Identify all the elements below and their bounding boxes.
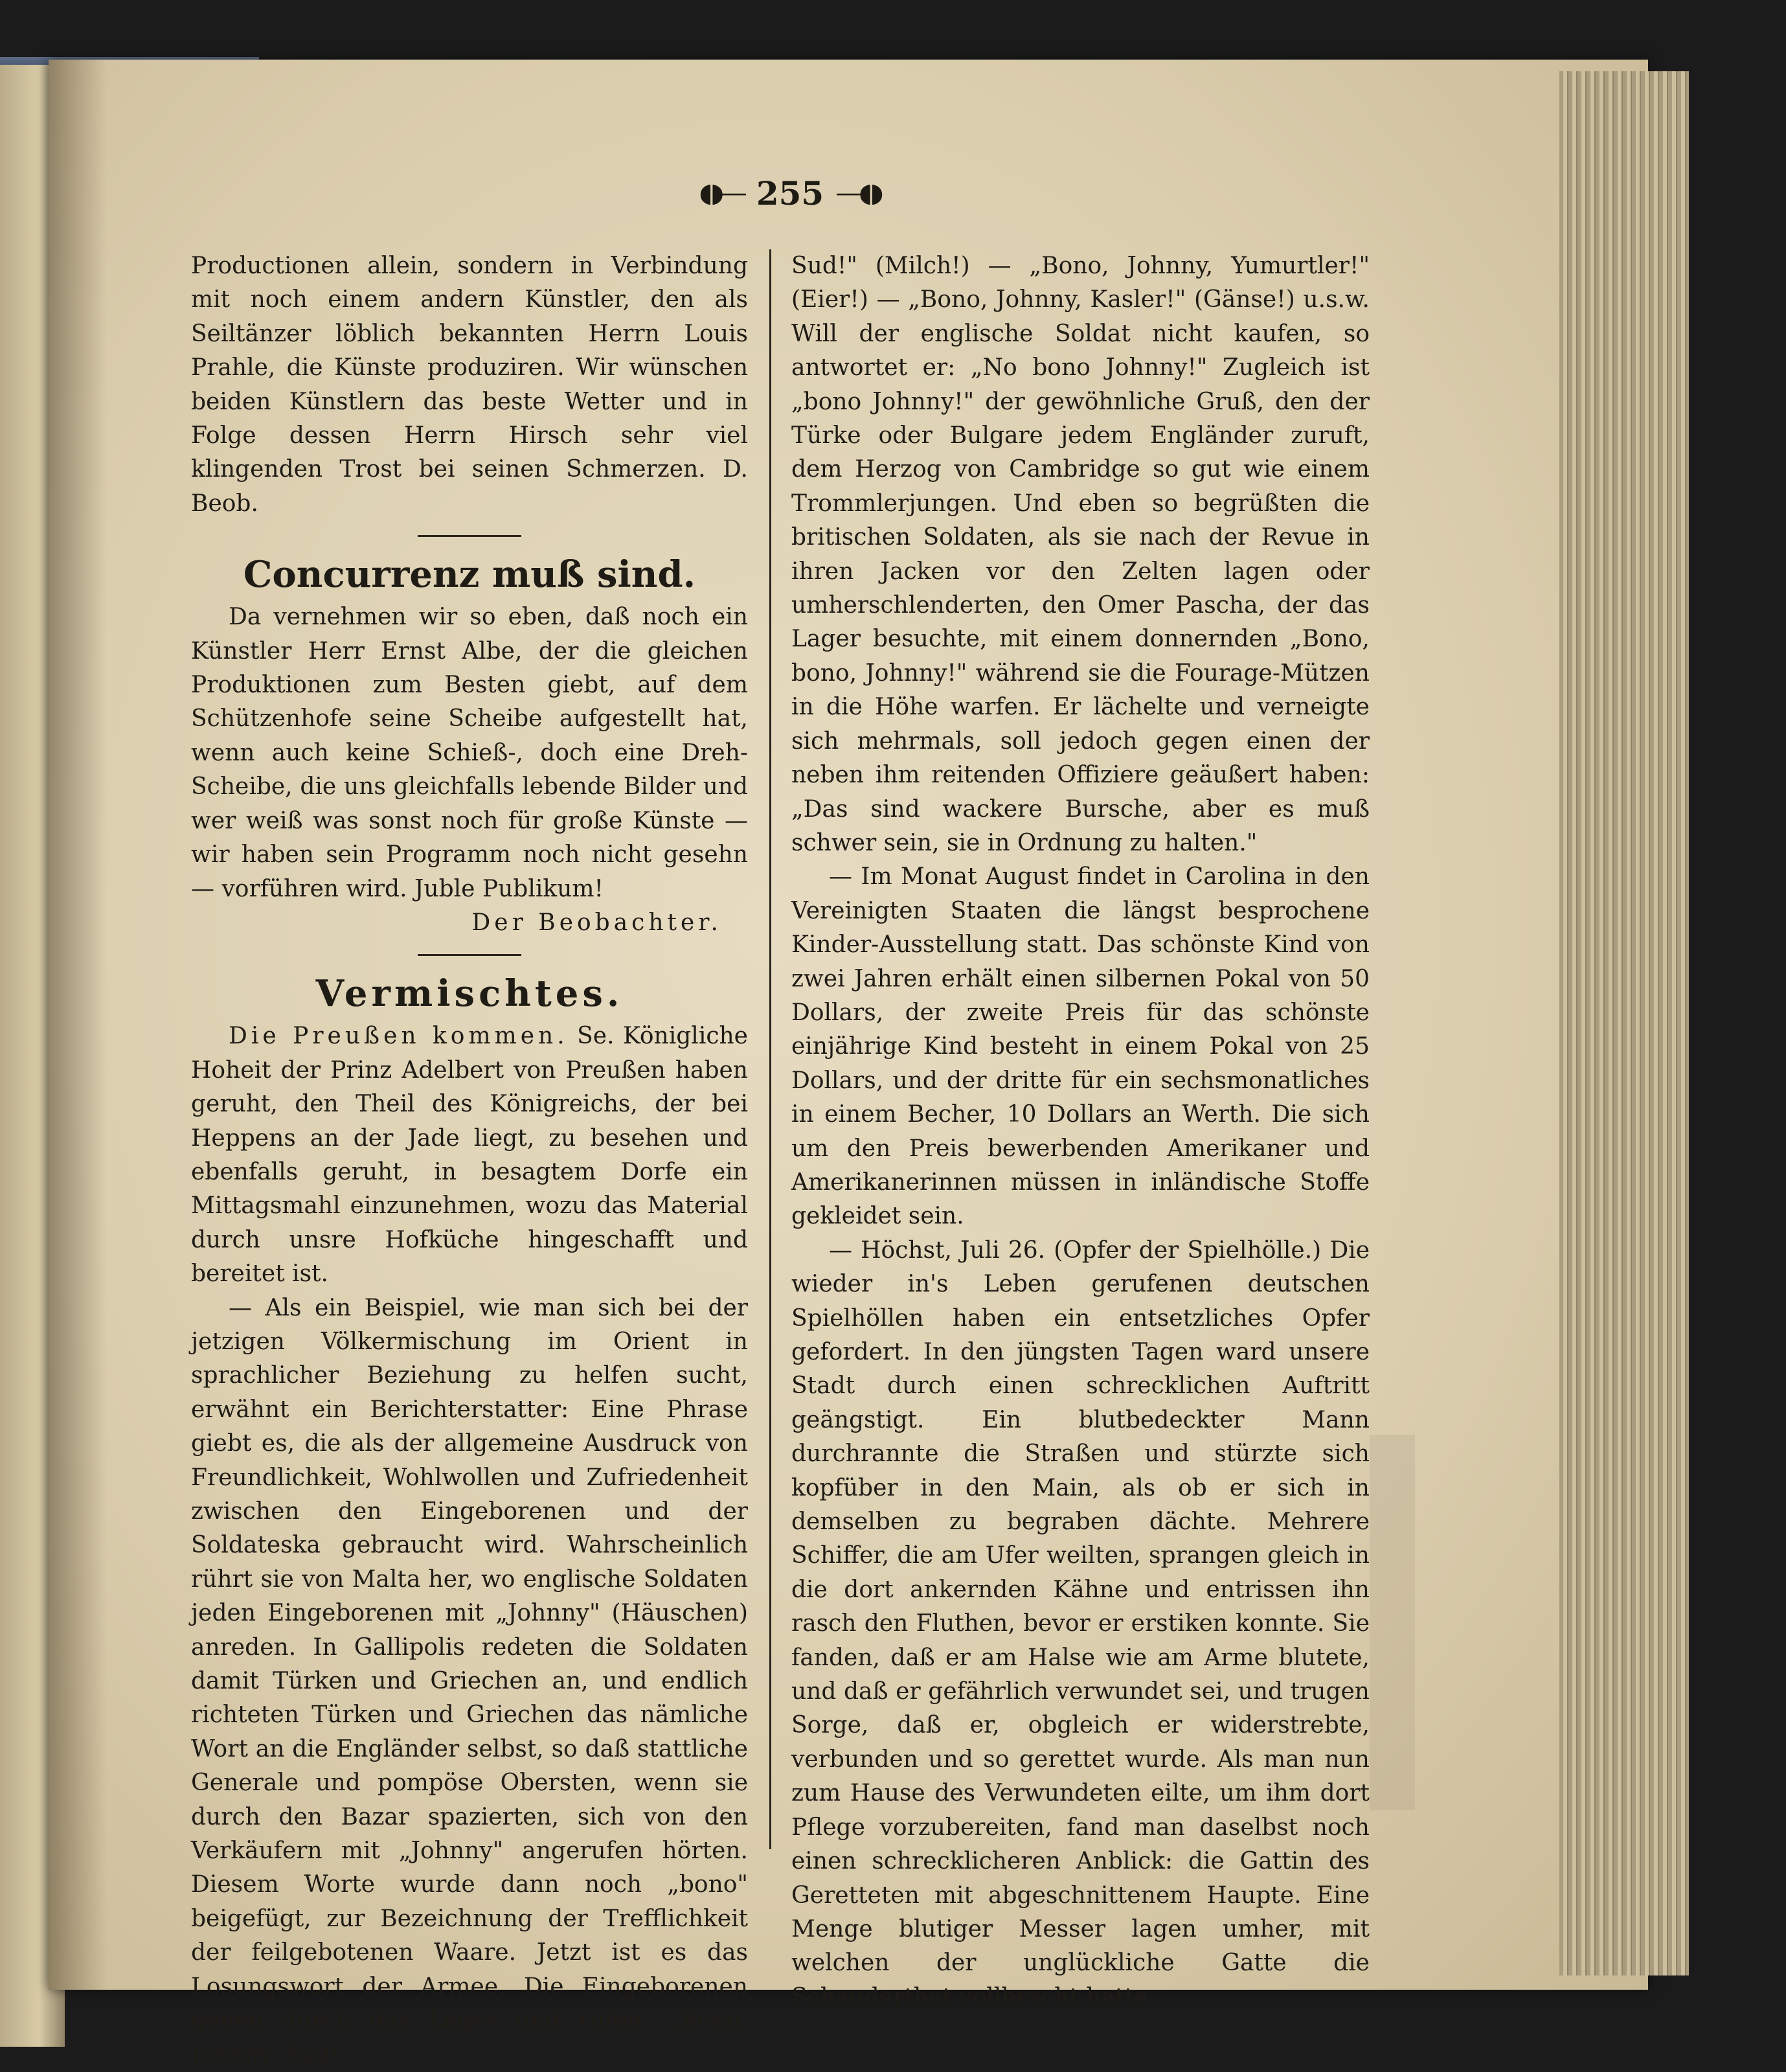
page-header (654, 174, 926, 212)
separator-rule (418, 535, 521, 537)
preussen-title: Die Preußen kommen. (229, 1023, 569, 1050)
page-stack-edges (1559, 71, 1689, 1975)
preussen-paragraph (191, 1019, 748, 1291)
heading-vermischtes: Vermischtes. (315, 972, 624, 1016)
column-divider (769, 249, 771, 1849)
page-gutter (49, 60, 107, 1990)
page-number: 255 (756, 174, 824, 212)
page-stain (1370, 1435, 1415, 1810)
concurrenz-paragraph: Da vernehmen wir so eben, daß noch ein Künstler Herr Ernst Albe, der die gleichen Produktionen zum Besten giebt, auf dem Schützenhofe seine Scheibe aufgestellt hat, wenn auch keine Schieß-, doch eine Dreh-Scheibe, die uns gleichfalls lebende Bilder und wer weiß was sonst noch für große Künste — wir haben sein Programm noch nicht gesehn — vorführen wird. Juble Publikum! (191, 604, 748, 902)
left-column (191, 249, 748, 2072)
johnny-continued-paragraph: Sud!" (Milch!) — „Bono, Johnny, Yumurtler!" (Eier!) — „Bono, Johnny, Kasler!" (Gänse!) u.s.w. Will der englische Soldat nicht kaufen, so antwortet er: „No bono Johnny!" Zugleich ist „bono Johnny!" der gewöhnliche Gruß, den der Türke oder Bulgare jedem Engländer zuruft, dem Herzog von Cambridge so gut wie einem Trommlerjungen. Und eben so begrüßten die britischen Soldaten, als sie nach der Revue in ihren Jacken vor den Zelten lagen oder umherschlenderten, den Omer Pascha, der das Lager besuchte, mit einem donnernden „Bono, bono, Johnny!" während sie die Fourage-Mützen in die Höhe warfen. Er lächelte und verneigte sich mehrmals, soll jedoch gegen einen der neben ihm reitenden Offiziere geäußert haben: „Das sind wackere Bursche, aber es muß schwer sein, sie in Ordnung zu halten." (791, 253, 1370, 856)
intro-paragraph: Productionen allein, sondern in Verbindung mit noch einem andern Künstler, den als Seiltänzer löblich bekannten Herrn Louis Prahle, die Künste produziren. Wir wünschen beiden Künstlern das beste Wetter und in Folge dessen Herrn Hirsch sehr viel klingenden Trost bei seinen Schmerzen. D. Beob. (191, 253, 748, 517)
signature: Der Beobachter. (471, 909, 722, 936)
right-ornament-icon: —◖◗ (835, 178, 881, 208)
left-ornament-icon: ◖◗— (699, 178, 745, 208)
right-column (791, 249, 1370, 2014)
preussen-text: Se. Königliche Hoheit der Prinz Adelbert von Preußen haben geruht, den Theil des Königreichs, der bei Heppens an der Jade liegt, zu besehen und ebenfalls geruht, in besagtem Dorfe ein Mittagsmahl einzunehmen, wozu das Material durch unsre Hofküche hingeschafft und bereitet ist. (191, 1023, 748, 1288)
heading-concurrenz: Concurrenz muß sind. (243, 553, 696, 597)
carolina-paragraph: — Im Monat August findet in Carolina in den Vereinigten Staaten die längst besprochene Kinder-Ausstellung statt. Das schönste Kind von zwei Jahren erhält einen silbernen Pokal von 50 Dollars, der zweite Preis für das schönste einjährige Kind besteht in einem Pokal von 25 Dollars, und der dritte für ein sechsmonatliches in einem Becher, 10 Dollars an Werth. Die sich um den Preis bewerbenden Amerikaner und Amerikanerinnen müssen in inländische Stoffe gekleidet sein. (791, 863, 1370, 1230)
johnny-paragraph: — Als ein Beispiel, wie man sich bei der jetzigen Völkermischung im Orient in sprachlicher Beziehung zu helfen sucht, erwähnt ein Berichterstatter: Eine Phrase giebt es, die als der allgemeine Ausdruck von Freundlichkeit, Wohlwollen und Zufriedenheit zwischen den Eingeborenen und der Soldateska gebraucht wird. Wahrscheinlich rührt sie von Malta her, wo englische Soldaten jeden Eingeborenen mit „Johnny" (Häuschen) anreden. In Gallipolis redeten die Soldaten damit Türken und Griechen an, und endlich richteten Türken und Griechen das nämliche Wort an die Engländer selbst, so daß stattliche Generale und pompöse Obersten, wenn sie durch den Bazar spazierten, sich von den Verkäufern mit „Johnny" angerufen hörten. Diesem Worte wurde dann noch „bono" beigefügt, zur Bezeichnung der Trefflichkeit der feilgebotenen Waare. Jetzt ist es das Losungswort der Armee. Die Eingeborenen gehen durch das Lager und rufen: „Bono, Johnny, Sud! (191, 1294, 748, 2068)
separator-rule (418, 954, 521, 956)
hoechst-paragraph: — Höchst, Juli 26. (Opfer der Spielhölle.) Die wieder in's Leben gerufenen deutschen Spielhöllen haben ein entsetzliches Opfer gefordert. In den jüngsten Tagen ward unsere Stadt durch einen schrecklichen Auftritt geängstigt. Ein blutbedeckter Mann durchrannte die Straßen und stürzte sich kopfüber in den Main, als ob er sich in demselben zu begraben dächte. Mehrere Schiffer, die am Ufer weilten, sprangen gleich in die dort ankernden Kähne und entrissen ihn rasch den Fluthen, bevor er erstiken konnte. Sie fanden, daß er am Halse wie am Arme blutete, und daß er gefährlich verwundet sei, und trugen Sorge, daß er, obgleich er widerstrebte, verbunden und so gerettet wurde. Als man nun zum Hause des Verwundeten eilte, um ihm dort Pflege vorzubereiten, fand man daselbst noch einen schrecklicheren Anblick: die Gattin des Geretteten mit abgeschnittenem Haupte. Eine Menge blutiger Messer lagen umher, mit welchen der unglückliche Gatte die Schauderthat vollbracht hatte. (791, 1236, 1370, 2010)
